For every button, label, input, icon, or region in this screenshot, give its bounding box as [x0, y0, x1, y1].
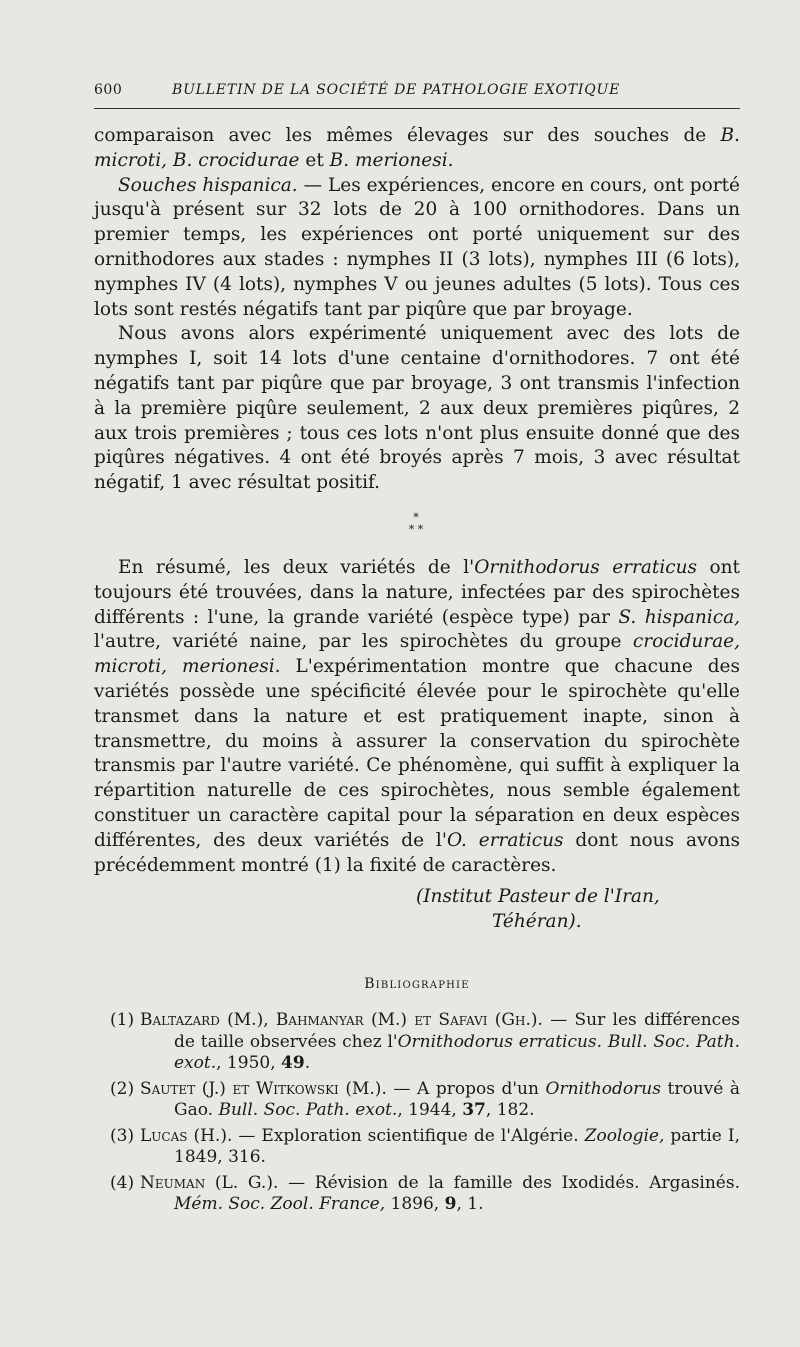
reference-text: 1896, [385, 1194, 445, 1214]
reference-text: , 1. [456, 1194, 484, 1214]
reference-item [110, 1079, 740, 1122]
reference-text: . [304, 1053, 311, 1073]
reference-text: — Sur les différences de taille observées chez l' [174, 1010, 740, 1052]
signature-line: Téhéran). [492, 911, 582, 932]
body-text-summary [94, 556, 740, 878]
species-name: B. merionesi. [329, 149, 454, 171]
reference-item [110, 1010, 740, 1075]
reference-text: — A propos d'un [386, 1078, 546, 1099]
reference-text: , 1950, [216, 1053, 282, 1073]
asterism-bottom: * * [408, 523, 424, 536]
reference-text: — Révision de la famille des Ixodidés. Argasinés. [278, 1172, 740, 1193]
reference-number: (1) [110, 1010, 135, 1030]
text-run: L'expérimentation montre que chacune des variétés possède une spécificité élevée pour le spirochète qu'elle transmet dans la nature et est pratiquement inapte, sinon à transmettre, du moins à assurer la conservation du spirochète transmis par l'autre variété. Ce phénomène, qui suffit à expliquer la répartition naturelle de ces spirochètes, nous semble également constituer un caractère capital pour la séparation en deux espèces différentes, des deux variétés de l' [94, 656, 740, 851]
reference-text: trouvé à Gao. [174, 1078, 741, 1120]
species-name: B. microti, B. crocidurae [94, 125, 740, 171]
reference-authors: Sautet (J.) et Witkowski (M.). [140, 1078, 387, 1099]
bibliography-heading: Bibliographie [364, 976, 470, 992]
text-run: — Les expériences, encore en cours, ont porté jusqu'à présent sur 32 lots de 20 à 100 ornithodores. Dans un premier temps, les expériences ont porté uniquement sur des ornithodores aux stades : nymphes II (3 lots), nymphes III (6 lots), nymphes IV (4 lots), nymphes V ou jeunes adultes (5 lots). Tous ces lots sont restés négatifs tant par piqûre que par broyage. [94, 174, 740, 320]
paragraph-resume [94, 556, 740, 878]
reference-item [110, 1126, 740, 1169]
species-name: S. hispanica, [618, 606, 740, 628]
institution-signature [400, 884, 730, 934]
reference-text: , 182. [485, 1100, 535, 1120]
reference-authors: Neuman (L. G.). [140, 1172, 279, 1193]
bibliography-list [110, 1010, 740, 1220]
reference-number: (2) [110, 1078, 135, 1099]
reference-source: Zoologie, [584, 1125, 665, 1146]
page-number: 600 [94, 82, 123, 98]
species-name: Ornithodorus erraticus [474, 557, 698, 578]
text-run: et [299, 149, 330, 171]
reference-source: Bull. Soc. Path. exot. [218, 1100, 398, 1120]
paragraph-nymphes: Nous avons alors expérimenté uniquement avec des lots de nymphes I, soit 14 lots d'une centaine d'ornithodores. 7 ont été négatifs tant par piqûre que par broyage, 3 ont transmis l'infection à la première piqûre seulement, 2 aux deux premières piqûres, 2 aux trois premières ; tous ces lots n'ont plus ensuite donné que des piqûres négatives. 4 ont été broyés après 7 mois, 3 avec résultat négatif, 1 avec résultat positif. [94, 323, 740, 494]
reference-text: partie I, 1849, 316. [174, 1125, 740, 1167]
body-text-top [94, 124, 740, 496]
text-run: En résumé, les deux variétés de l' [118, 557, 475, 578]
reference-authors: Lucas (H.). [140, 1125, 233, 1146]
reference-authors: Baltazard (M.), Bahmanyar (M.) et Safavi (Gh.). [140, 1010, 543, 1030]
text-run: comparaison avec les mêmes élevages sur des souches de [94, 125, 721, 146]
reference-number: (3) [110, 1125, 135, 1146]
reference-source: Mém. Soc. Zool. France, [174, 1194, 386, 1214]
species-name: crocidurae, microti, merionesi. [94, 631, 740, 678]
reference-source: Ornithodorus erraticus. Bull. Soc. Path. exot. [174, 1031, 740, 1073]
text-run: l'autre, variété naine, par les spirochètes du groupe [94, 631, 633, 653]
reference-number: (4) [110, 1172, 135, 1193]
paragraph-comparison [94, 124, 740, 174]
reference-volume: 37 [462, 1100, 486, 1120]
asterism-top: * [413, 511, 419, 524]
section-separator [396, 512, 436, 536]
reference-text: — Exploration scientifique de l'Algérie. [232, 1125, 585, 1146]
reference-text: , 1944, [397, 1100, 463, 1120]
text-run: ont toujours été trouvées, dans la nature, infectées par des spirochètes différents : l'une, la grande variété (espèce type) par [94, 557, 740, 628]
reference-volume: 49 [281, 1053, 305, 1073]
text-run: dont nous avons précédemment montré (1) la fixité de caractères. [94, 829, 740, 876]
paragraph-souches-hispanica [94, 174, 740, 323]
signature-line: (Institut Pasteur de l'Iran, [416, 886, 660, 907]
reference-item [110, 1173, 740, 1216]
reference-volume: 9 [444, 1194, 457, 1214]
header-rule [94, 108, 740, 109]
species-name: O. erraticus [446, 829, 564, 851]
reference-source: Ornithodorus [545, 1078, 661, 1099]
running-title: BULLETIN DE LA SOCIÉTÉ DE PATHOLOGIE EXOTIQUE [172, 82, 621, 98]
section-lead: Souches hispanica. [118, 174, 298, 196]
